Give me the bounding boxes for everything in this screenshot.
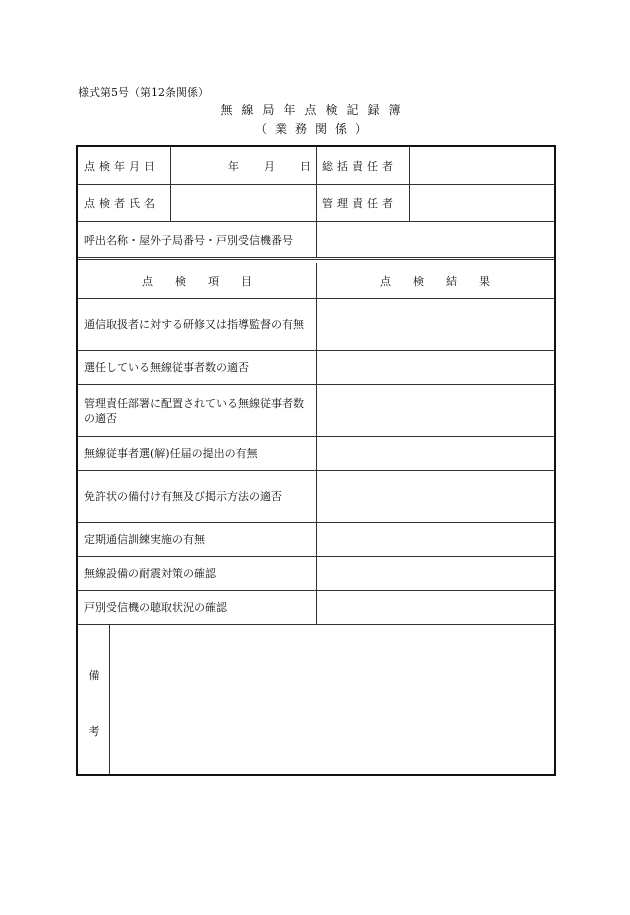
inspector-name-field[interactable] [170,185,316,221]
inspection-date-field[interactable] [170,147,316,184]
item-department-operator-count: 管理責任部署に配置されている無線従事者数の適否 [84,396,304,425]
result-column-header: 点 検 結 果 [380,274,490,288]
table-row [78,437,554,471]
table-row [78,523,554,557]
form-number-label: 様式第5号（第12条関係） [78,86,209,99]
item-appointment-notice: 無線従事者選(解)任届の提出の有無 [84,447,258,460]
result-field[interactable] [316,471,554,522]
general-manager-field[interactable] [409,147,554,184]
inspection-form [76,145,556,776]
inspector-name-label: 点検者氏名 [84,197,159,210]
row-inspection-date [78,147,554,185]
table-row [78,471,554,523]
result-field[interactable] [316,385,554,436]
item-receiver-listening: 戸別受信機の聴取状況の確認 [84,601,227,614]
row-callsign [78,222,554,260]
table-header-row [78,263,554,299]
general-manager-label: 総括責任者 [322,159,397,173]
table-row [78,385,554,437]
table-row [78,557,554,591]
item-seismic-measures: 無線設備の耐震対策の確認 [84,567,216,580]
result-field[interactable] [316,523,554,556]
manager-field[interactable] [409,185,554,221]
result-field[interactable] [316,557,554,590]
result-field[interactable] [316,437,554,470]
result-field[interactable] [316,299,554,350]
item-training-supervision: 通信取扱者に対する研修又は指導監督の有無 [84,318,304,331]
callsign-label: 呼出名称・屋外子局番号・戸別受信機番号 [84,233,293,247]
year-label: 年 [228,159,239,173]
result-field[interactable] [316,351,554,384]
item-periodic-training: 定期通信訓練実施の有無 [84,533,205,546]
table-row [78,351,554,385]
item-operator-count: 選任している無線従事者数の適否 [84,361,249,374]
remarks-section [78,625,554,774]
item-column-header: 点 検 項 目 [142,274,252,288]
inspection-date-label: 点検年月日 [84,159,159,173]
table-row [78,299,554,351]
remarks-label-char-1: 備 [88,669,100,682]
remarks-label-char-2: 考 [88,725,100,738]
item-license-display: 免許状の備付け有無及び掲示方法の適否 [84,490,282,503]
manager-label: 管理責任者 [322,197,397,210]
remarks-field[interactable] [110,625,554,774]
page-subtitle: （業務関係） [254,122,375,136]
day-label: 日 [300,159,311,173]
table-row [78,591,554,625]
month-label: 月 [264,159,275,173]
row-inspector-name [78,185,554,222]
page-title: 無線局年点検記録簿 [220,103,410,117]
result-field[interactable] [316,591,554,624]
callsign-field[interactable] [316,222,554,257]
remarks-label-column [78,625,110,774]
